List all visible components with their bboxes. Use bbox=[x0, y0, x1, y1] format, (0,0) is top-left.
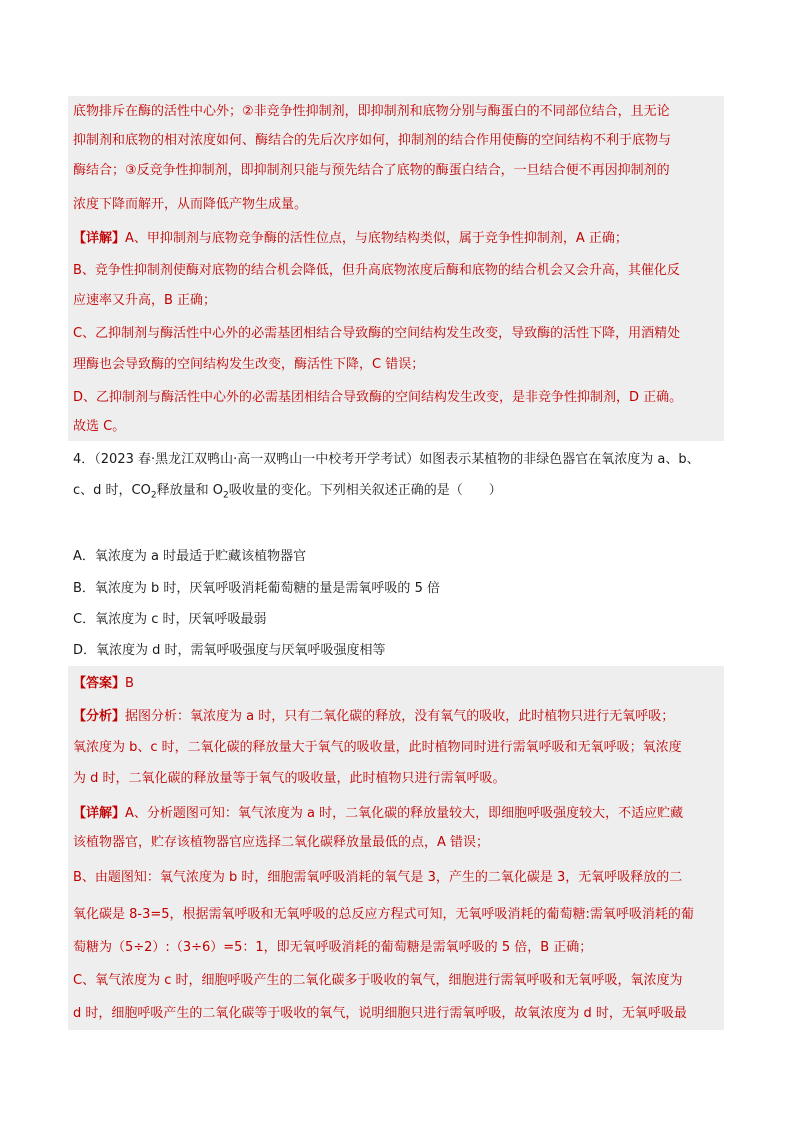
text-line: 应速率又升高，B 正确； bbox=[73, 293, 217, 308]
text-line: 酶结合；③反竞争性抑制剂，即抑制剂只能与预先结合了底物的酶蛋白结合，一旦结合便不再因抑制剂的 bbox=[73, 163, 670, 178]
answer-line bbox=[73, 673, 134, 695]
text-line: 理酶也会导致酶的空间结构发生改变，酶活性下降，C 错误； bbox=[73, 357, 425, 372]
text-line: C、氧气浓度为 c 时，细胞呼吸产生的二氧化碳多于吸收的氧气，细胞进行需氧呼吸和无氧呼吸，氧浓度为 bbox=[73, 973, 683, 988]
stem-text: 吸收量的变化。下列相关叙述正确的是（ ） bbox=[228, 483, 502, 498]
text-line: 萄糖为（5÷2）:（3÷6）=5：1，即无氧呼吸消耗的葡萄糖是需氧呼吸的 5 倍，B 正确； bbox=[73, 940, 593, 955]
option-c: C．氧浓度为 c 时，厌氧呼吸最弱 bbox=[73, 612, 267, 627]
text-line: 抑制剂和底物的相对浓度如何、酶结合的先后次序如何，抑制剂的结合作用使酶的空间结构不利于底物与 bbox=[73, 133, 672, 148]
text-line: 氧浓度为 b、c 时，二氧化碳的释放量大于氧气的吸收量，此时植物同时进行需氧呼吸和无氧呼吸；氧浓度 bbox=[73, 740, 682, 755]
option-a: A．氧浓度为 a 时最适于贮藏该植物器官 bbox=[73, 549, 307, 564]
text-line: C、乙抑制剂与酶活性中心外的必需基团相结合导致酶的空间结构发生改变，导致酶的活性下降，用酒精处 bbox=[73, 326, 681, 341]
text-line: 故选 C。 bbox=[73, 419, 126, 434]
subscript: 2 bbox=[222, 490, 229, 501]
text-line: 该植物器官，贮存该植物器官应选择二氧化碳释放量最低的点，A 错误； bbox=[73, 835, 490, 850]
detail-tag: 【详解】 bbox=[73, 231, 126, 246]
text-line: D、乙抑制剂与酶活性中心外的必需基团相结合导致酶的空间结构发生改变，是非竞争性抑制剂，D 正确。 bbox=[73, 390, 683, 405]
text-line: 氧化碳是 8-3=5，根据需氧呼吸和无氧呼吸的总反应方程式可知，无氧呼吸消耗的葡萄糖:需氧呼吸消耗的葡 bbox=[73, 907, 694, 922]
detail-tag: 【详解】 bbox=[73, 806, 126, 821]
analysis-line bbox=[73, 706, 674, 728]
text-line: B、竞争性抑制剂使酶对底物的结合机会降低，但升高底物浓度后酶和底物的结合机会又会升高，其催化反 bbox=[73, 263, 680, 278]
stem-text: 释放量和 O bbox=[156, 483, 223, 498]
question-stem: 4．（2023 春·黑龙江双鸭山·高一双鸭山一中校考开学考试）如图表示某植物的非绿色器官在氧浓度为 a、b、 bbox=[73, 452, 700, 467]
text-line: B、由题图知：氧气浓度为 b 时，细胞需氧呼吸消耗的氧气是 3，产生的二氧化碳是 3，无氧呼吸释放的二 bbox=[73, 870, 683, 885]
analysis-tag: 【分析】 bbox=[73, 709, 126, 724]
stem-text: c、d 时，CO bbox=[73, 483, 151, 498]
subscript: 2 bbox=[150, 490, 157, 501]
detail-line bbox=[73, 803, 683, 825]
detail-text: A、分析题图可知：氧气浓度为 a 时，二氧化碳的释放量较大，即细胞呼吸强度较大，不适应贮藏 bbox=[125, 806, 684, 821]
detail-line bbox=[73, 228, 628, 250]
answer-value: B bbox=[125, 676, 134, 691]
text-line: d 时，细胞呼吸产生的二氧化碳等于吸收的氧气，说明细胞只进行需氧呼吸，故氧浓度为 d 时，无氧呼吸最 bbox=[73, 1006, 687, 1021]
text-line: 浓度下降而解开，从而降低产物生成量。 bbox=[73, 197, 308, 212]
option-d: D．氧浓度为 d 时，需氧呼吸强度与厌氧呼吸强度相等 bbox=[73, 643, 386, 658]
question-stem bbox=[73, 480, 502, 507]
answer-tag: 【答案】 bbox=[73, 676, 126, 691]
option-b: B．氧浓度为 b 时，厌氧呼吸消耗葡萄糖的量是需氧呼吸的 5 倍 bbox=[73, 581, 440, 596]
text-line: 为 d 时，二氧化碳的释放量等于氧气的吸收量，此时植物只进行需氧呼吸。 bbox=[73, 771, 506, 786]
detail-text: A、甲抑制剂与底物竞争酶的活性位点，与底物结构类似，属于竞争性抑制剂，A 正确； bbox=[125, 231, 628, 246]
text-line: 底物排斥在酶的活性中心外；②非竞争性抑制剂，即抑制剂和底物分别与酶蛋白的不同部位结合，且无论 bbox=[73, 104, 670, 119]
analysis-text: 据图分析：氧浓度为 a 时，只有二氧化碳的释放，没有氧气的吸收，此时植物只进行无氧呼吸； bbox=[125, 709, 675, 724]
